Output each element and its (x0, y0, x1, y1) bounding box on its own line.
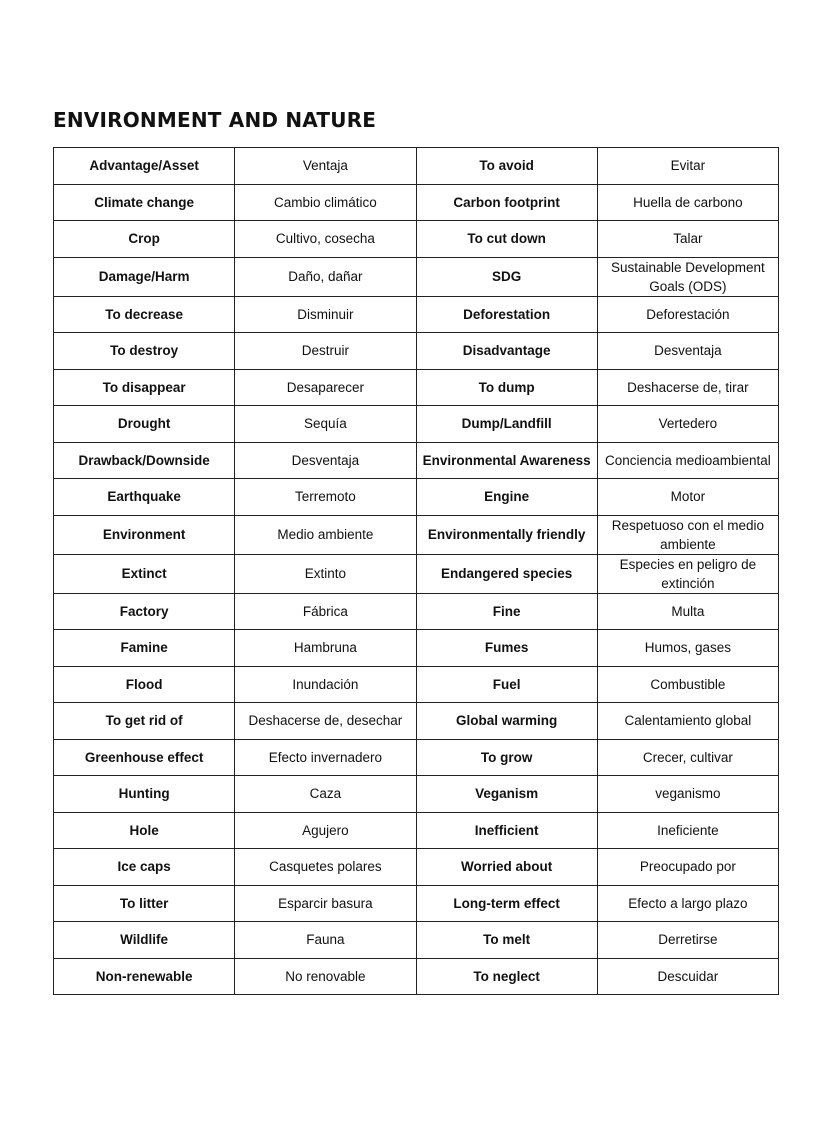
spanish-translation-cell: Descuidar (597, 958, 778, 995)
english-term-cell: Fuel (416, 666, 597, 703)
spanish-translation-cell: Medio ambiente (235, 515, 416, 554)
spanish-translation-cell: Ineficiente (597, 812, 778, 849)
table-row (54, 630, 779, 667)
spanish-translation-cell: Desventaja (235, 442, 416, 479)
english-term-cell: SDG (416, 257, 597, 296)
spanish-translation-cell: Sequía (235, 406, 416, 443)
table-row (54, 296, 779, 333)
english-term-cell: To melt (416, 922, 597, 959)
english-term-cell: Drought (54, 406, 235, 443)
table-row (54, 849, 779, 886)
table-row (54, 703, 779, 740)
spanish-translation-cell: Caza (235, 776, 416, 813)
table-row (54, 369, 779, 406)
table-row (54, 148, 779, 185)
table-row (54, 776, 779, 813)
english-term-cell: Hunting (54, 776, 235, 813)
english-term-cell: Crop (54, 221, 235, 258)
spanish-translation-cell: Hambruna (235, 630, 416, 667)
english-term-cell: To destroy (54, 333, 235, 370)
table-row (54, 479, 779, 516)
english-term-cell: Flood (54, 666, 235, 703)
english-term-cell: Engine (416, 479, 597, 516)
english-term-cell: Environmentally friendly (416, 515, 597, 554)
english-term-cell: Dump/Landfill (416, 406, 597, 443)
english-term-cell: Greenhouse effect (54, 739, 235, 776)
spanish-translation-cell: Destruir (235, 333, 416, 370)
spanish-translation-cell: Fauna (235, 922, 416, 959)
spanish-translation-cell: Desventaja (597, 333, 778, 370)
spanish-translation-cell: Derretirse (597, 922, 778, 959)
table-row (54, 442, 779, 479)
english-term-cell: Disadvantage (416, 333, 597, 370)
spanish-translation-cell: Multa (597, 593, 778, 630)
spanish-translation-cell: Deshacerse de, desechar (235, 703, 416, 740)
spanish-translation-cell: Crecer, cultivar (597, 739, 778, 776)
spanish-translation-cell: Cultivo, cosecha (235, 221, 416, 258)
table-row (54, 184, 779, 221)
spanish-translation-cell: Agujero (235, 812, 416, 849)
english-term-cell: Ice caps (54, 849, 235, 886)
spanish-translation-cell: Talar (597, 221, 778, 258)
spanish-translation-cell: Motor (597, 479, 778, 516)
spanish-translation-cell: veganismo (597, 776, 778, 813)
english-term-cell: Factory (54, 593, 235, 630)
english-term-cell: To cut down (416, 221, 597, 258)
english-term-cell: Environment (54, 515, 235, 554)
english-term-cell: To litter (54, 885, 235, 922)
english-term-cell: Fine (416, 593, 597, 630)
english-term-cell: Extinct (54, 554, 235, 593)
spanish-translation-cell: Extinto (235, 554, 416, 593)
english-term-cell: Earthquake (54, 479, 235, 516)
vocabulary-table-body (54, 148, 779, 995)
english-term-cell: To avoid (416, 148, 597, 185)
spanish-translation-cell: Terremoto (235, 479, 416, 516)
table-row (54, 221, 779, 258)
english-term-cell: Advantage/Asset (54, 148, 235, 185)
spanish-translation-cell: Desaparecer (235, 369, 416, 406)
spanish-translation-cell: Efecto invernadero (235, 739, 416, 776)
table-row (54, 257, 779, 296)
english-term-cell: Worried about (416, 849, 597, 886)
table-row (54, 554, 779, 593)
spanish-translation-cell: Vertedero (597, 406, 778, 443)
spanish-translation-cell: Humos, gases (597, 630, 778, 667)
spanish-translation-cell: Evitar (597, 148, 778, 185)
vocabulary-table (53, 147, 779, 995)
english-term-cell: To decrease (54, 296, 235, 333)
spanish-translation-cell: Inundación (235, 666, 416, 703)
spanish-translation-cell: Combustible (597, 666, 778, 703)
english-term-cell: Drawback/Downside (54, 442, 235, 479)
spanish-translation-cell: Ventaja (235, 148, 416, 185)
table-row (54, 922, 779, 959)
english-term-cell: To neglect (416, 958, 597, 995)
english-term-cell: Non-renewable (54, 958, 235, 995)
spanish-translation-cell: Cambio climático (235, 184, 416, 221)
table-row (54, 666, 779, 703)
english-term-cell: Wildlife (54, 922, 235, 959)
english-term-cell: Long-term effect (416, 885, 597, 922)
table-row (54, 739, 779, 776)
table-row (54, 515, 779, 554)
spanish-translation-cell: Deforestación (597, 296, 778, 333)
table-row (54, 406, 779, 443)
english-term-cell: Environmental Awareness (416, 442, 597, 479)
spanish-translation-cell: Efecto a largo plazo (597, 885, 778, 922)
spanish-translation-cell: Calentamiento global (597, 703, 778, 740)
table-row (54, 885, 779, 922)
english-term-cell: To get rid of (54, 703, 235, 740)
table-row (54, 593, 779, 630)
spanish-translation-cell: Sustainable Development Goals (ODS) (597, 257, 778, 296)
table-row (54, 333, 779, 370)
spanish-translation-cell: Especies en peligro de extinción (597, 554, 778, 593)
spanish-translation-cell: Conciencia medioambiental (597, 442, 778, 479)
spanish-translation-cell: Esparcir basura (235, 885, 416, 922)
english-term-cell: To disappear (54, 369, 235, 406)
english-term-cell: Global warming (416, 703, 597, 740)
table-row (54, 812, 779, 849)
english-term-cell: Hole (54, 812, 235, 849)
english-term-cell: To dump (416, 369, 597, 406)
spanish-translation-cell: Deshacerse de, tirar (597, 369, 778, 406)
english-term-cell: Climate change (54, 184, 235, 221)
english-term-cell: Damage/Harm (54, 257, 235, 296)
table-row (54, 958, 779, 995)
page-title: ENVIRONMENT AND NATURE (53, 108, 377, 132)
english-term-cell: Endangered species (416, 554, 597, 593)
spanish-translation-cell: Respetuoso con el medio ambiente (597, 515, 778, 554)
spanish-translation-cell: Casquetes polares (235, 849, 416, 886)
spanish-translation-cell: Huella de carbono (597, 184, 778, 221)
spanish-translation-cell: Fábrica (235, 593, 416, 630)
english-term-cell: Carbon footprint (416, 184, 597, 221)
spanish-translation-cell: No renovable (235, 958, 416, 995)
english-term-cell: Fumes (416, 630, 597, 667)
english-term-cell: Deforestation (416, 296, 597, 333)
english-term-cell: Inefficient (416, 812, 597, 849)
english-term-cell: Veganism (416, 776, 597, 813)
spanish-translation-cell: Preocupado por (597, 849, 778, 886)
english-term-cell: Famine (54, 630, 235, 667)
english-term-cell: To grow (416, 739, 597, 776)
spanish-translation-cell: Disminuir (235, 296, 416, 333)
spanish-translation-cell: Daño, dañar (235, 257, 416, 296)
